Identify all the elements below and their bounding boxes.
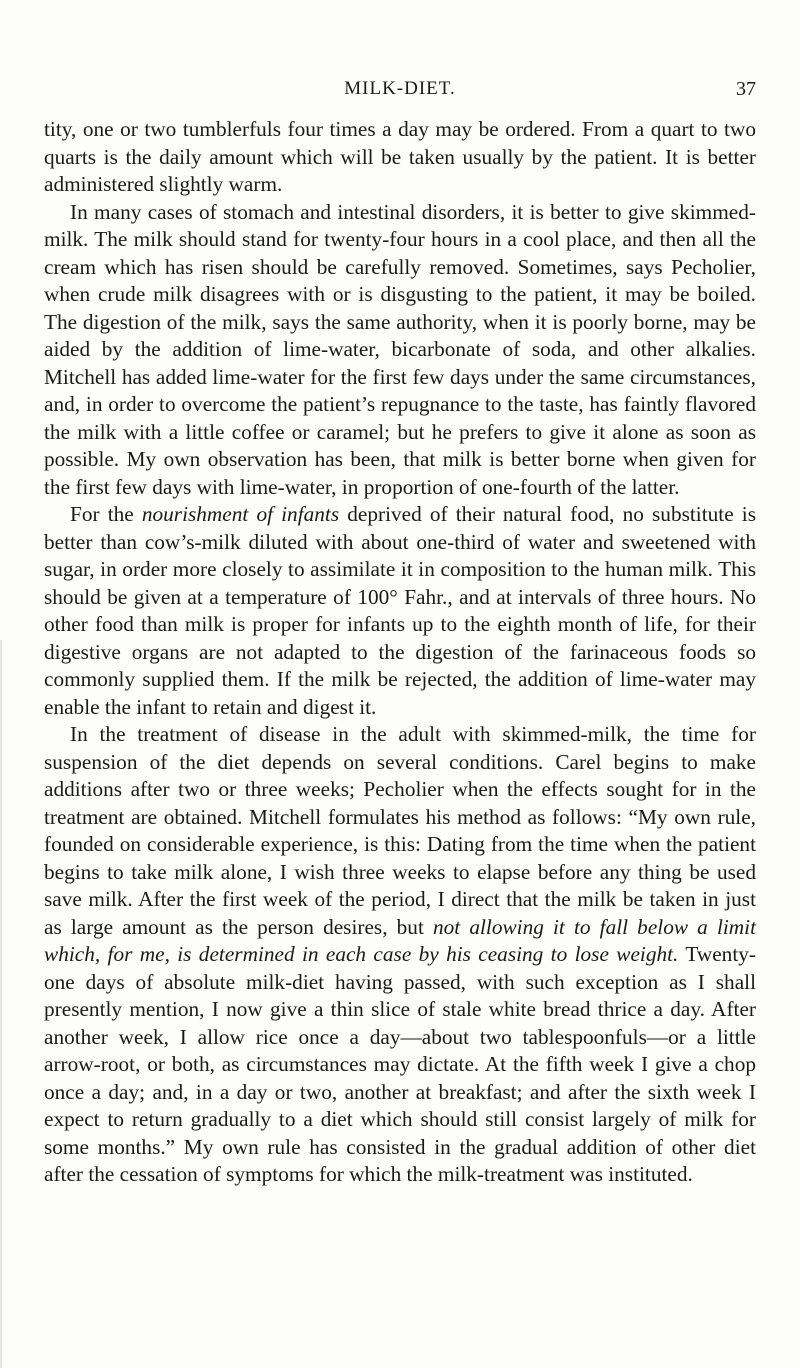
paragraph-infant-nourishment — [44, 501, 756, 721]
running-head — [44, 74, 756, 104]
paragraph-text: Twenty-one days of absolute milk-diet having passed, with such exception as I shall presently mention, I now give a thin slice of stale white bread thrice a day. After another week, I allow rice once a day—about two tablespoonfuls—or a little arrow-root, or both, as circumstances may dictate. At the fifth week I give a chop once a day; and, in a day or two, another at breakfast; and after the sixth week I expect to return gradually to a diet which should still consist largely of milk for some months.” My own rule has consisted in the gradual addition of other diet after the cessation of symptoms for which the milk-treatment was instituted. — [44, 942, 756, 1186]
paragraph-text: deprived of their natural food, no substitute is better than cow’s-milk diluted with about one-third of water and sweetened with sugar, in order more closely to assimilate it in composition to the human milk. This should be given at a temperature of 100° Fahr., and at intervals of three hours. No other food than milk is proper for infants up to the eighth month of life, for their digestive organs are not adapted to the digestion of the farinaceous foods so commonly supplied them. If the milk be rejected, the addition of lime-water may enable the infant to retain and digest it. — [44, 502, 756, 719]
paragraph-text: For the — [70, 502, 142, 526]
paragraph-text: In the treatment of disease in the adult with skimmed-milk, the time for suspension of the diet depends on several conditions. Carel begins to make additions after two or three weeks; Pecholier when the effects sought for in the treatment are obtained. Mitchell formulates his method as follows: “My own rule, founded on considerable experience, is this: Dating from the time when the patient begins to take milk alone, I wish three weeks to elapse before any thing be used save milk. After the first week of the period, I direct that the milk be taken in just as large amount as the person desires, but — [44, 722, 756, 939]
italic-phrase: nourishment of infants — [141, 502, 340, 526]
italic-phrase: not allowing it to fall below a limit which, for me, is determined in each case by his ceasing to lose weight. — [44, 914, 756, 966]
paragraph-skimmed-milk: In many cases of stomach and intestinal disorders, it is better to give skimmed-milk. The milk should stand for twenty-four hours in a cool place, and then all the cream which has risen should be carefully removed. Sometimes, says Pecholier, when crude milk disagrees with or is disgusting to the patient, it may be boiled. The digestion of the milk, says the same authority, when it is poorly borne, may be aided by the addition of lime-water, bicarbonate of soda, and other alkalies. Mitchell has added lime-water for the first few days under the same circumstances, and, in order to overcome the patient’s repugnance to the taste, has faintly flavored the milk with a little coffee or caramel; but he prefers to give it alone as soon as possible. My own observation has been, that milk is better borne when given for the first few days with lime-water, in proportion of one-fourth of the latter. — [44, 199, 756, 499]
paragraph-adult-treatment — [44, 721, 756, 1189]
page-number: 37 — [736, 78, 756, 100]
body-text — [44, 116, 756, 1189]
running-title: MILK-DIET. — [344, 78, 456, 99]
page-edge-shadow — [0, 640, 2, 1368]
paragraph-continuation: tity, one or two tumblerfuls four times a day may be ordered. From a quart to two quarts is the daily amount which will be taken usually by the patient. It is better administered slightly warm. — [44, 117, 756, 196]
